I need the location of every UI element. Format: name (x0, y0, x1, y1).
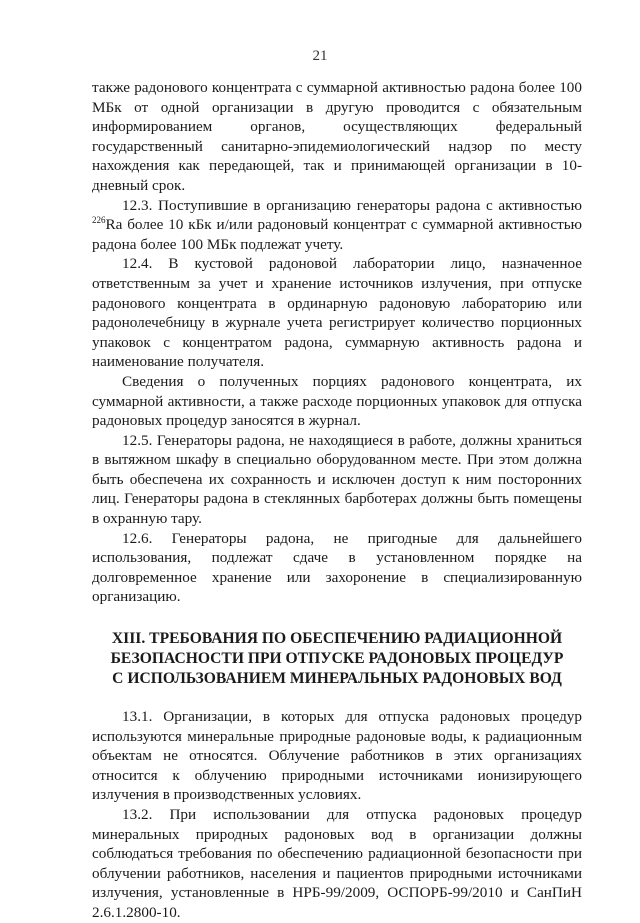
paragraph-12-5: 12.5. Генераторы радона, не находящиеся в работе, должны храниться в вытяжном шкафу в специально оборудованном месте. При этом должна быть обеспечена их сохранность и исключен доступ к ним посторонних лиц. Генераторы радона в стеклянных барботерах должны быть помещены в охранную тару. (92, 431, 582, 528)
section-heading-line-1: XIII. ТРЕБОВАНИЯ ПО ОБЕСПЕЧЕНИЮ РАДИАЦИОННОЙ (111, 630, 563, 648)
isotope-mass-number: 226 (92, 215, 106, 226)
paragraph-12-4: 12.4. В кустовой радоновой лаборатории лицо, назначенное ответственным за учет и хранение источников излучения, при отпуске радонового концентрата в ординарную радоновую лабораторию или радонолечебницу в журнале учета регистрирует количество порционных упаковок с концентратом радона, суммарную активность радона и наименование получателя. (92, 255, 582, 371)
page-number: 21 (312, 48, 328, 64)
paragraph-12-3-tail: Ra более 10 кБк и/или радоновый концентрат с суммарной активностью радона более 100 МБк подлежат учету. (92, 216, 582, 253)
paragraph-12-6: 12.6. Генераторы радона, не пригодные для дальнейшего использования, подлежат сдаче в установленном порядке на долговременное хранение или захоронение в специализированную организацию. (92, 529, 582, 606)
paragraph-12-3-lead: 12.3. Поступившие в организацию генераторы радона с активностью (122, 196, 582, 214)
paragraph-12-4-details: Сведения о полученных порциях радонового концентрата, их суммарной активности, а также расходе порционных упаковок для отпуска радоновых процедур заносятся в журнал. (92, 372, 582, 430)
paragraph-13-2: 13.2. При использовании для отпуска радоновых процедур минеральных природных радоновых вод в организации должны соблюдаться требования по обеспечению радиационной безопасности при облучении работников, населения и пациентов природными источниками излучения, установленные в НРБ-99/2009, ОСПОРБ-99/2010 и СанПиН 2.6.1.2800-10. (92, 806, 582, 921)
section-heading-xiii (92, 629, 582, 689)
paragraph-12-2-continuation: также радонового концентрата с суммарной активностью радона более 100 МБк от одной организации в другую проводится с обязательным информированием органов, осуществляющих федеральный государственный санитарно-эпидемиологический надзор по месту нахождения как передающей, так и принимающей организации в 10-дневный срок. (92, 79, 582, 194)
paragraph-12-3 (92, 196, 582, 255)
section-heading-line-3: С ИСПОЛЬЗОВАНИЕМ МИНЕРАЛЬНЫХ РАДОНОВЫХ ВОД (112, 670, 562, 688)
paragraph-13-1: 13.1. Организации, в которых для отпуска радоновых процедур используются минеральные природные радоновые воды, к радиационным объектам не относятся. Облучение работников в этих организациях относится к облучению природными источниками ионизирующего излучения в производственных условиях. (92, 708, 582, 804)
document-body (92, 78, 582, 923)
section-heading-line-2: БЕЗОПАСНОСТИ ПРИ ОТПУСКЕ РАДОНОВЫХ ПРОЦЕДУР (110, 650, 564, 668)
